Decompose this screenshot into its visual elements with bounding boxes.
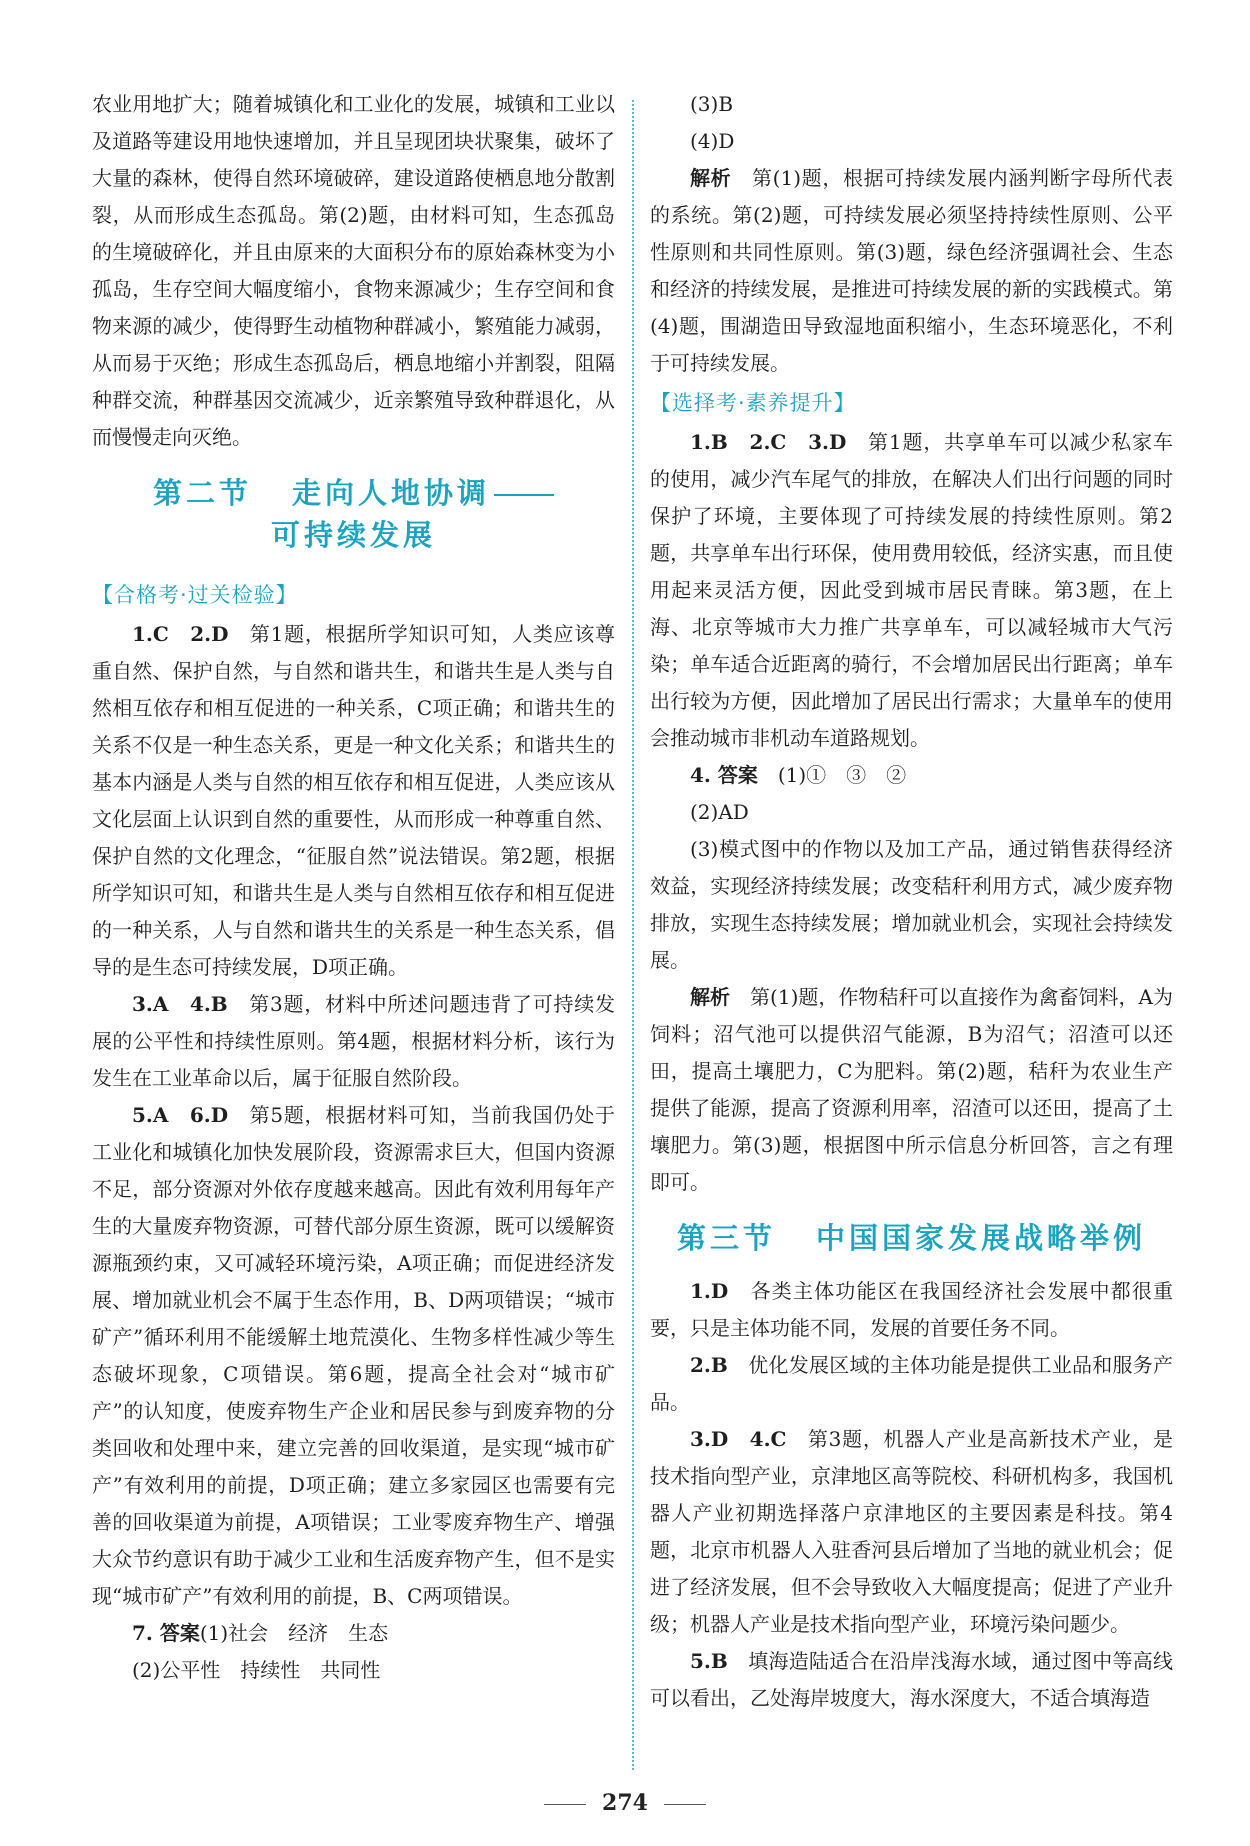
answer-numbers: 2.B [690,1353,728,1377]
answer-numbers: 3.D 4.C [690,1427,787,1451]
answer-text: 第5题，根据材料可知，当前我国仍处于工业化和城镇化加快发展阶段，资源需求巨大，但国内资源不足，部分资源对外依存度越来越高。因此有效利用每年产生的大量废弃物资源，可替代部分原生资源，既可以缓解资源瓶颈约束，又可减轻环境污染，A项正确；而促进经济发展、增加就业机会不属于生态作用，B、D两项错误；“城市矿产”循环利用不能缓解土地荒漠化、生物多样性减少等生态破坏现象，C项错误。第6题，提高全社会对“城市矿产”的认知度，使废弃物生产企业和居民参与到废弃物的分类回收和处理中来，建立完善的回收渠道，是实现“城市矿产”有效利用的前提，D项正确；建立多家园区也需要有完善的回收渠道为前提，A项错误；工业零废弃物生产、增强大众节约意识有助于减少工业和生活废弃物产生，但不是实现“城市矿产”有效利用的前提，B、C两项错误。 [92,1103,615,1608]
answer-paragraph [650,1273,1173,1347]
answer-label: 4. 答案 [690,763,758,787]
answer-paragraph [92,616,615,986]
answer-text: 填海造陆适合在沿岸浅海水域，通过图中等高线可以看出，乙处海岸坡度大，海水深度大，不适合填海造 [650,1649,1173,1710]
section-number: 第二节 [152,476,252,510]
answer-text: 各类主体功能区在我国经济社会发展中都很重要，只是主体功能不同，发展的首要任务不同。 [650,1279,1173,1340]
answer-numbers: 3.A 4.B [132,992,228,1016]
section-number: 第三节 [676,1221,776,1255]
section-title: 中国国家发展战略举例 [816,1221,1147,1255]
section-heading-2 [92,472,615,556]
answer-paragraph [650,1643,1173,1717]
analysis-text: 第(1)题，作物秸秆可以直接作为禽畜饲料，A为饲料；沼气池可以提供沼气能源，B为沼气；沼渣可以还田，提高土壤肥力，C为肥料。第(2)题，秸秆为农业生产提供了能源，提高了资源利用率，沼渣可以还田，提高了土壤肥力。第(3)题，根据图中所示信息分析回答，言之有理即可。 [650,985,1174,1194]
answer-paragraph [92,1615,615,1652]
answer-paragraph [650,424,1173,757]
answer-numbers: 5.A 6.D [132,1103,229,1127]
answer-paragraph [650,1421,1173,1643]
answer-text: (1)① ③ ② [777,763,907,787]
paragraph-continuation: 农业用地扩大；随着城镇化和工业化的发展，城镇和工业以及道路等建设用地快速增加，并且呈现团块状聚集，破坏了大量的森林，使得自然环境破碎，建设道路使栖息地分散割裂，从而形成生态孤岛。第(2)题，由材料可知，生态孤岛的生境破碎化，并且由原来的大面积分布的原始森林变为小孤岛，生存空间大幅度缩小，食物来源减少；生存空间和食物来源的减少，使得野生动植物种群减小，繁殖能力减弱，从而易于灭绝；形成生态孤岛后，栖息地缩小并割裂，阻隔种群交流，种群基因交流减少，近亲繁殖导致种群退化，从而慢慢走向灭绝。 [92,92,615,449]
answer-numbers: 1.C 2.D [132,622,229,646]
answer-paragraph [92,1097,615,1615]
answer-paragraph [650,1347,1173,1421]
title-dash [494,494,554,496]
analysis-paragraph [650,979,1173,1201]
answer-numbers: 1.D [690,1279,729,1303]
answer-text: (1)社会 经济 生态 [199,1621,389,1645]
answer-text: 第3题，机器人产业是高新技术产业，是技术指向型产业，京津地区高等院校、科研机构多，我国机器人产业初期选择落户京津地区的主要因素是科技。第4题，北京市机器人入驻香河县后增加了当地的就业机会；促进了经济发展，但不会导致收入大幅度提高；促进了产业升级；机器人产业是技术指向型产业，环境污染问题少。 [650,1427,1173,1636]
footer-rule-left [544,1804,586,1805]
section-title-line1: 走向人地协调 [292,476,491,510]
answer-line: (3)模式图中的作物以及加工产品，通过销售获得经济效益，实现经济持续发展；改变秸秆利用方式，减少废弃物排放，实现生态持续发展；增加就业机会，实现社会持续发展。 [650,837,1173,972]
analysis-text: 第(1)题，根据可持续发展内涵判断字母所代表的系统。第(2)题，可持续发展必须坚持持续性原则、公平性原则和共同性原则。第(3)题，绿色经济强调社会、生态和经济的持续发展，是推进可持续发展的新的实践模式。第(4)题，围湖造田导致湿地面积缩小，生态环境恶化，不利于可持续发展。 [650,166,1174,375]
answer-text: 第1题，共享单车可以减少私家车的使用，减少汽车尾气的排放，在解决人们出行问题的同时保护了环境，主要体现了可持续发展的持续性原则。第2题，共享单车出行环保，使用费用较低，经济实惠，而且使用起来灵活方便，因此受到城市居民青睐。第3题，在上海、北京等城市大力推广共享单车，可以减轻城市大气污染；单车适合近距离的骑行，不会增加居民出行距离；单车出行较为方便，因此增加了居民出行需求；大量单车的使用会推动城市非机动车道路规划。 [650,430,1173,750]
page-number: 274 [602,1790,648,1816]
answer-text: 优化发展区域的主体功能是提供工业品和服务产品。 [650,1353,1173,1414]
analysis-label: 解析 [690,166,732,190]
column-divider [632,100,634,1770]
answer-numbers: 5.B [690,1649,728,1673]
answer-numbers: 1.B 2.C 3.D [690,430,847,454]
right-column [650,86,1173,1717]
page-footer [0,1790,1250,1816]
answer-line: (3)B [690,92,734,116]
footer-rule-right [664,1804,706,1805]
answer-line: (2)公平性 持续性 共同性 [132,1658,381,1682]
answer-label: 7. 答案 [132,1621,200,1645]
analysis-label: 解析 [690,985,731,1009]
subsection-tag-basic: 【合格考·过关检验】 [92,583,298,607]
section-heading-3 [650,1217,1173,1259]
answer-text: 第3题，材料中所述问题违背了可持续发展的公平性和持续性原则。第4题，根据材料分析，该行为发生在工业革命以后，属于征服自然阶段。 [92,992,615,1090]
answer-line: (4)D [690,129,735,153]
subsection-tag-advanced: 【选择考·素养提升】 [650,391,856,415]
analysis-paragraph [650,160,1173,382]
answer-text: 第1题，根据所学知识可知，人类应该尊重自然、保护自然，与自然和谐共生，和谐共生是人类与自然相互依存和相互促进的一种关系，C项正确；和谐共生的关系不仅是一种生态关系，更是一种文化关系；和谐共生的基本内涵是人类与自然的相互依存和相互促进，人类应该从文化层面上认识到自然的重要性，从而形成一种尊重自然、保护自然的文化理念，“征服自然”说法错误。第2题，根据所学知识可知，和谐共生是人类与自然相互依存和相互促进的一种关系，人与自然和谐共生的关系是一种生态关系，倡导的是生态可持续发展，D项正确。 [92,622,615,979]
answer-line: (2)AD [690,800,749,824]
answer-paragraph [92,986,615,1097]
answer-paragraph [650,757,1173,794]
section-title-line2: 可持续发展 [270,518,436,552]
left-column [92,86,615,1689]
